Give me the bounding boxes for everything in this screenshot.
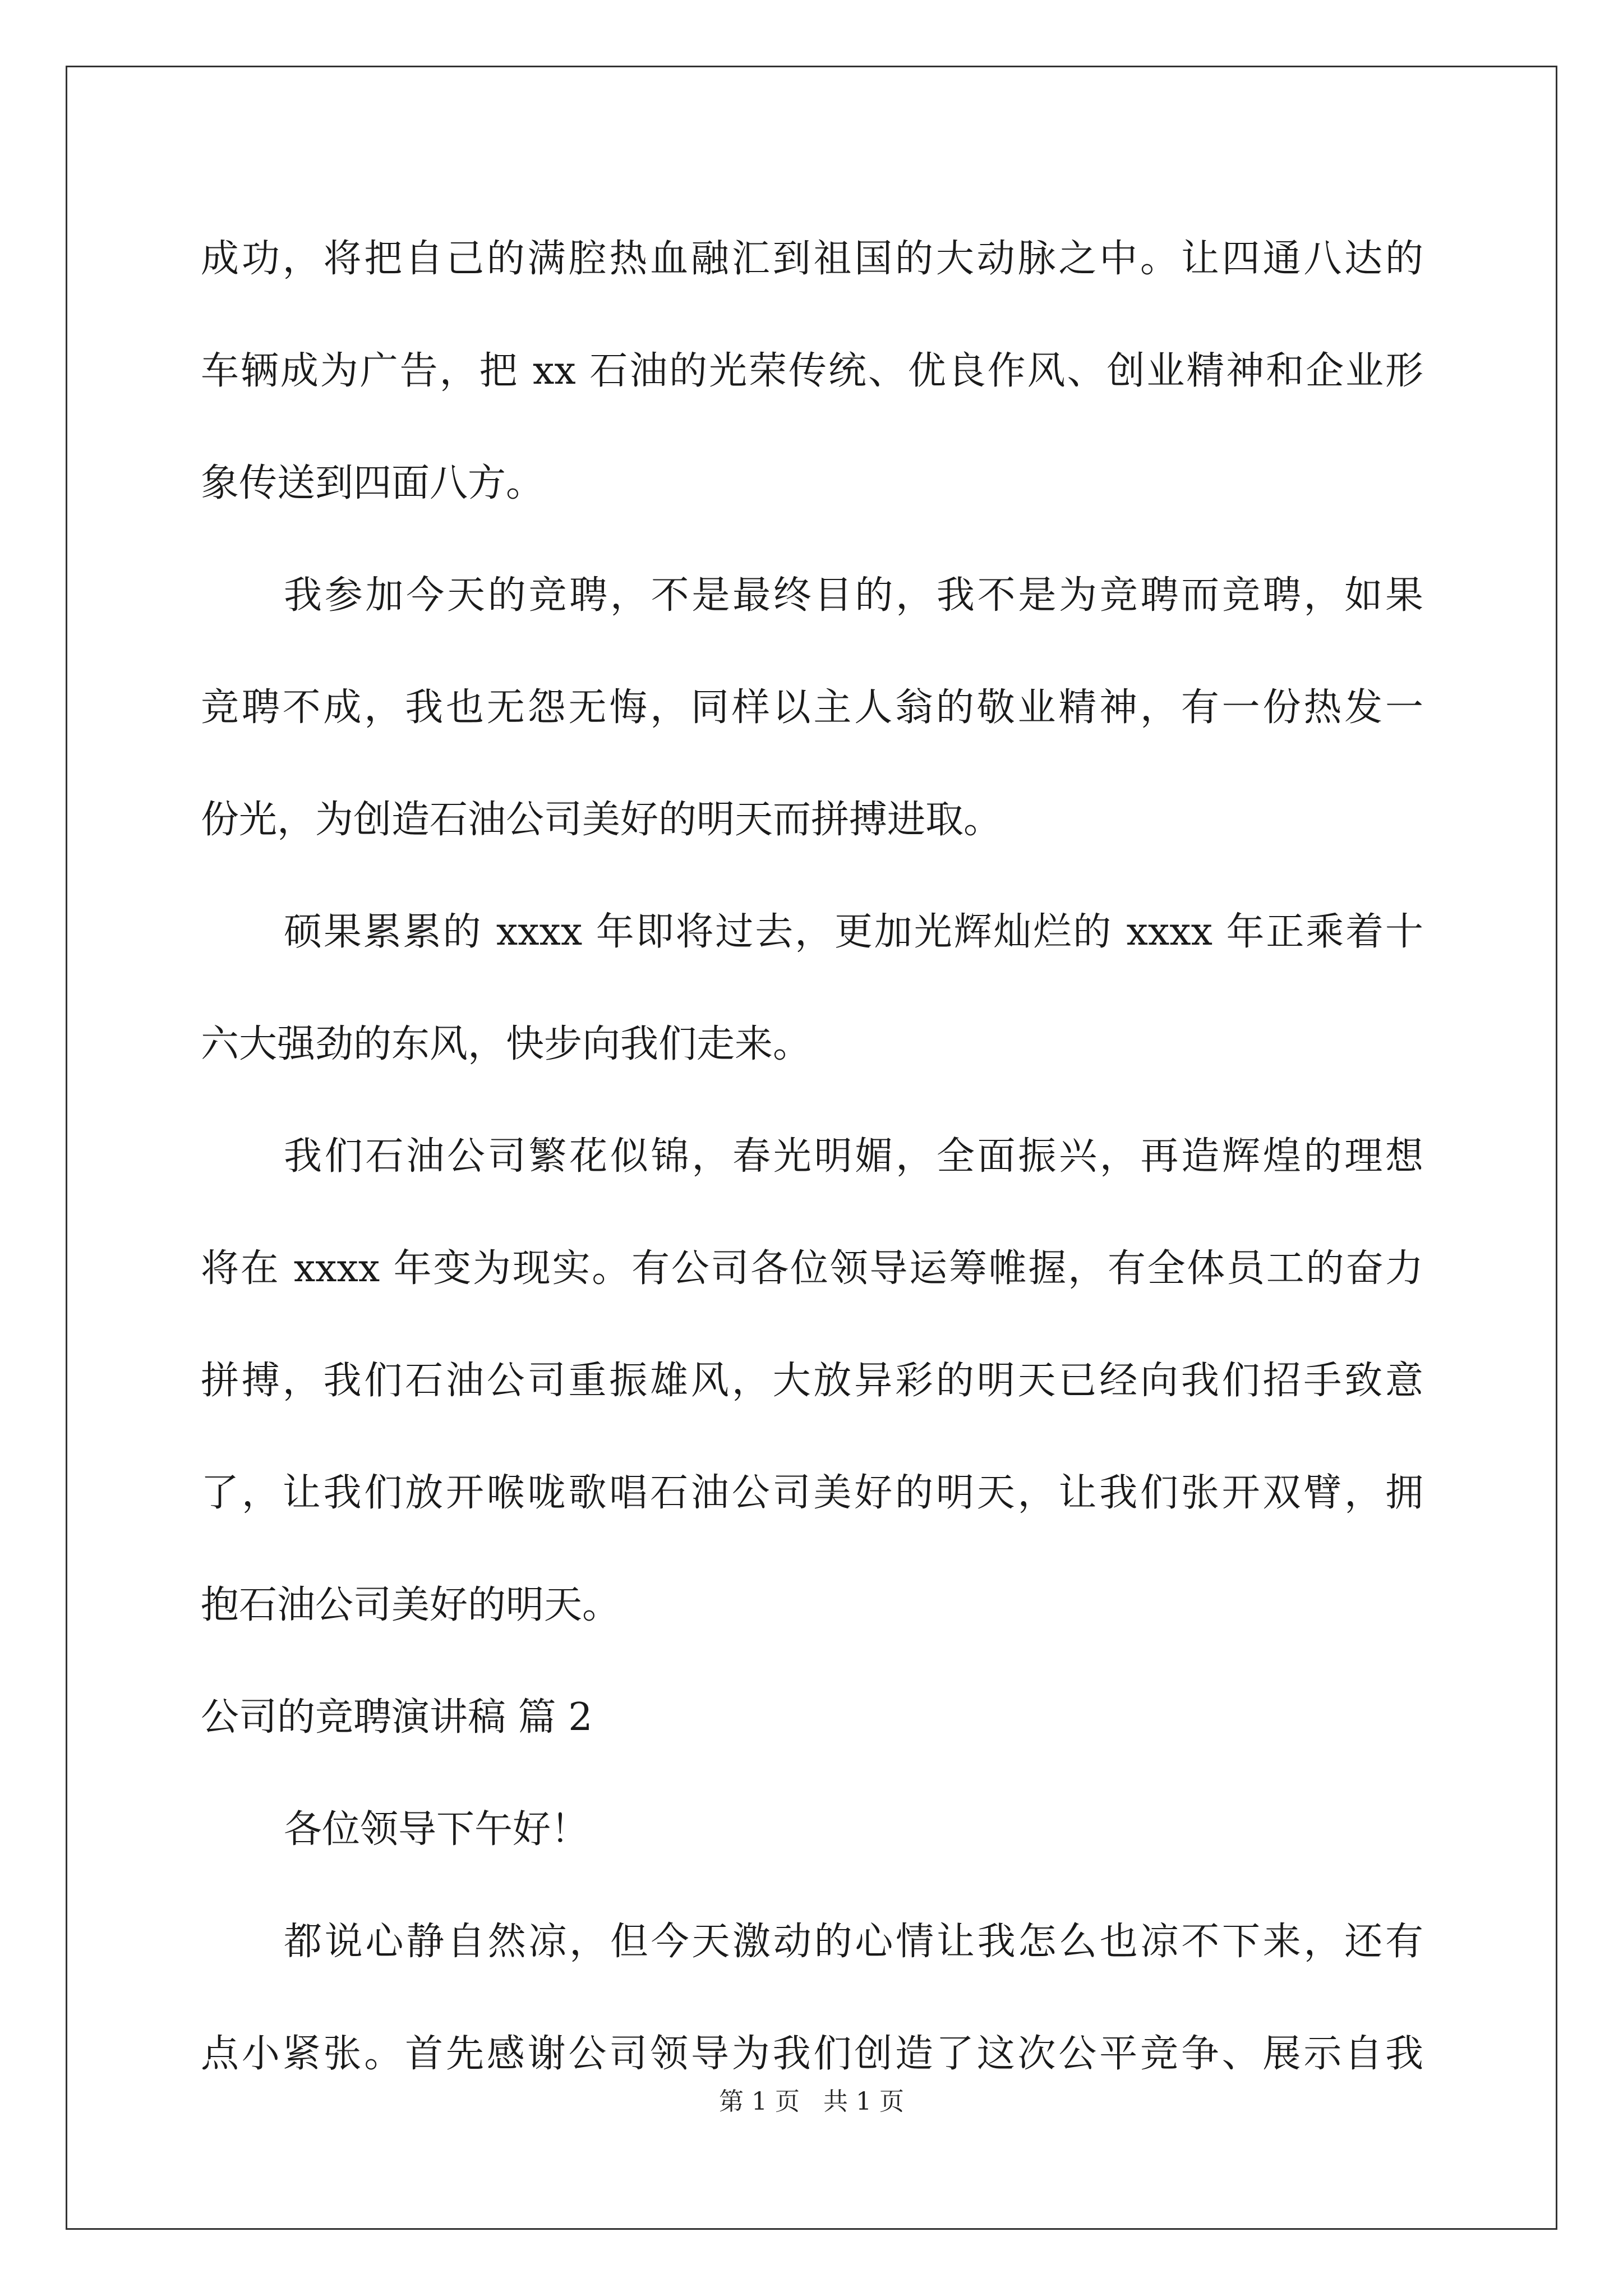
text-line: 抱石油公司美好的明天。 bbox=[201, 1583, 621, 1627]
section-heading: 公司的竞聘演讲稿 篇 2 bbox=[201, 1695, 593, 1740]
text-line: 六大强劲的东风，快步向我们走来。 bbox=[201, 1022, 811, 1066]
text-line: 点小紧张。首先感谢公司领导为我们创造了这次公平竞争、展示自我 bbox=[201, 2032, 1423, 2076]
page-footer bbox=[0, 2081, 1623, 2117]
paragraph bbox=[201, 876, 1423, 1101]
text-line: 象传送到四面八方。 bbox=[201, 461, 545, 505]
paragraph bbox=[201, 203, 1423, 540]
text-line: 份光，为创造石油公司美好的明天而拼搏进取。 bbox=[201, 798, 1002, 842]
text-line: 都说心静自然凉，但今天激动的心情让我怎么也凉不下来，还有 bbox=[284, 1920, 1423, 1964]
text-line: 竞聘不成，我也无怨无悔，同样以主人翁的敬业精神，有一份热发一 bbox=[201, 685, 1423, 730]
document-body bbox=[201, 203, 1423, 2110]
page-number: 第 1 页 bbox=[719, 2087, 800, 2116]
text-line: 我参加今天的竞聘，不是最终目的，我不是为竞聘而竞聘，如果 bbox=[284, 573, 1423, 618]
text-line: 车辆成为广告，把 xx 石油的光荣传统、优良作风、创业精神和企业形 bbox=[201, 349, 1423, 393]
text-line: 了，让我们放开喉咙歌唱石油公司美好的明天，让我们张开双臂，拥 bbox=[201, 1471, 1423, 1515]
page-total: 共 1 页 bbox=[823, 2087, 904, 2116]
text-line: 我们石油公司繁花似锦，春光明媚，全面振兴，再造辉煌的理想 bbox=[284, 1134, 1423, 1179]
text-line: 成功，将把自己的满腔热血融汇到祖国的大动脉之中。让四通八达的 bbox=[201, 237, 1423, 281]
greeting: 各位领导下午好！ bbox=[284, 1807, 589, 1852]
text-line: 将在 xxxx 年变为现实。有公司各位领导运筹帷握，有全体员工的奋力 bbox=[201, 1246, 1423, 1291]
text-line: 硕果累累的 xxxx 年即将过去，更加光辉灿烂的 xxxx 年正乘着十 bbox=[284, 910, 1423, 954]
paragraph bbox=[201, 1886, 1423, 2110]
text-line: 拼搏，我们石油公司重振雄风，大放异彩的明天已经向我们招手致意 bbox=[201, 1359, 1423, 1403]
paragraph bbox=[201, 540, 1423, 876]
paragraph bbox=[201, 1101, 1423, 1662]
